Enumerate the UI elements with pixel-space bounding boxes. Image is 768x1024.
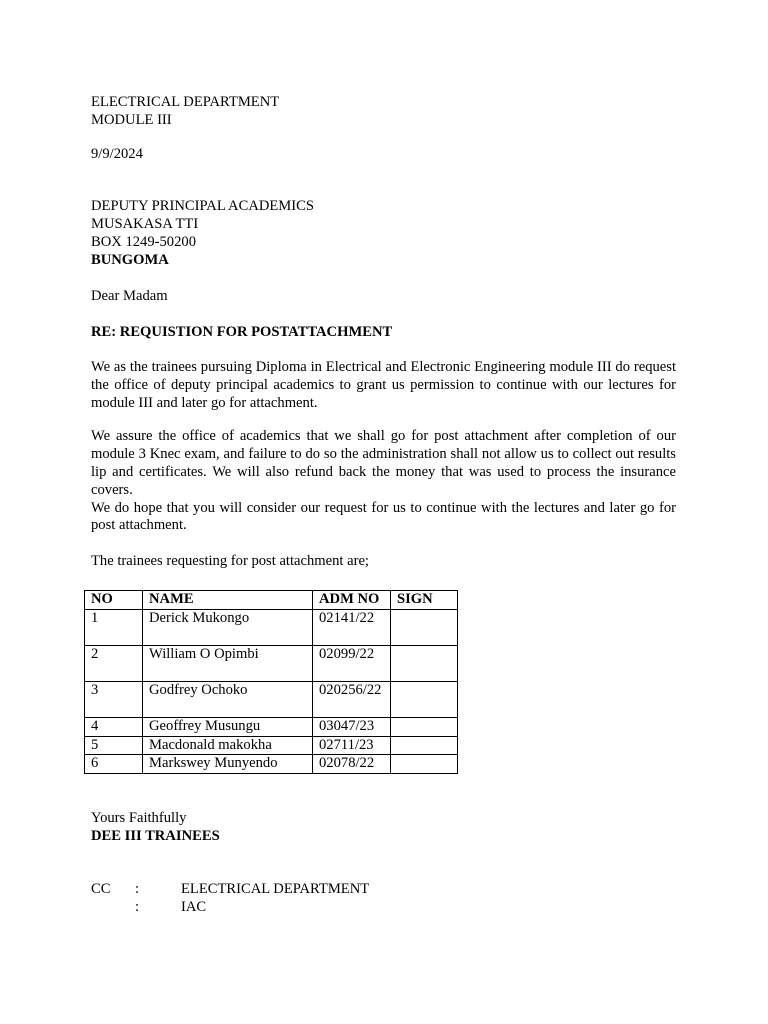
table-row [85, 718, 458, 737]
cell-sign [391, 682, 458, 718]
closing-phrase: Yours Faithfully [91, 810, 187, 826]
cell-name: Derick Mukongo [143, 610, 313, 646]
cell-sign [391, 610, 458, 646]
closing-block [91, 809, 220, 845]
salutation: Dear Madam [91, 288, 168, 304]
subject-line: RE: REQUISTION FOR POSTATTACHMENT [91, 324, 393, 340]
signatory: DEE III TRAINEES [91, 828, 220, 844]
header-sign: SIGN [391, 591, 458, 610]
recipient-line-4: BUNGOMA [91, 252, 169, 268]
cell-sign [391, 736, 458, 755]
cc-recipient: ELECTRICAL DEPARTMENT [181, 881, 370, 897]
cell-no: 3 [85, 682, 143, 718]
cc-colon: : [135, 899, 140, 915]
cell-name: Markswey Munyendo [143, 755, 313, 774]
cell-adm: 02711/23 [313, 736, 391, 755]
cell-no: 2 [85, 646, 143, 682]
cell-sign [391, 718, 458, 737]
letter-date: 9/9/2024 [91, 146, 143, 162]
cell-name: Macdonald makokha [143, 736, 313, 755]
cell-name: Geoffrey Musungu [143, 718, 313, 737]
cc-row [91, 898, 369, 916]
sender-line-1: ELECTRICAL DEPARTMENT [91, 94, 280, 110]
cc-colon: : [135, 881, 140, 897]
header-adm-no: ADM NO [313, 591, 391, 610]
cell-no: 1 [85, 610, 143, 646]
cell-adm: 02141/22 [313, 610, 391, 646]
table-row [85, 682, 458, 718]
sender-line-2: MODULE III [91, 112, 172, 128]
cell-no: 4 [85, 718, 143, 737]
letter-body [91, 93, 676, 571]
table-row [85, 736, 458, 755]
paragraph-2: We assure the office of academics that we shall go for post attachment after completion of our module 3 Knec exam, and failure to do so the administration shall not allow us to collect out results lip and certificates. We will also refund back the money that was used to process the insurance covers. [91, 428, 676, 498]
cell-adm: 02078/22 [313, 755, 391, 774]
cell-adm: 02099/22 [313, 646, 391, 682]
header-no: NO [85, 591, 143, 610]
paragraph-3: We do hope that you will consider our request for us to continue with the lectures and later go for post attachment. [91, 499, 676, 534]
cell-no: 6 [85, 755, 143, 774]
cc-label: CC [91, 881, 111, 897]
table-header-row [85, 591, 458, 610]
recipient-line-1: DEPUTY PRINCIPAL ACADEMICS [91, 198, 314, 214]
header-name: NAME [143, 591, 313, 610]
recipient-line-2: MUSAKASA TTI [91, 216, 199, 232]
cell-name: Godfrey Ochoko [143, 682, 313, 718]
cell-no: 5 [85, 736, 143, 755]
paragraph-1: We as the trainees pursuing Diploma in Electrical and Electronic Engineering module III do request the office of deputy principal academics to grant us permission to continue with our lectures for module III and later go for attachment. [91, 359, 676, 411]
cell-sign [391, 646, 458, 682]
table-row [85, 646, 458, 682]
cell-adm: 020256/22 [313, 682, 391, 718]
cell-adm: 03047/23 [313, 718, 391, 737]
recipient-line-3: BOX 1249-50200 [91, 234, 196, 250]
paragraph-4: The trainees requesting for post attachment are; [91, 553, 369, 570]
cc-block [91, 880, 369, 916]
table-row [85, 755, 458, 774]
cc-recipient: IAC [181, 899, 207, 915]
cell-name: William O Opimbi [143, 646, 313, 682]
cc-row [91, 880, 369, 898]
cell-sign [391, 755, 458, 774]
trainees-table [84, 590, 458, 774]
table-row [85, 610, 458, 646]
